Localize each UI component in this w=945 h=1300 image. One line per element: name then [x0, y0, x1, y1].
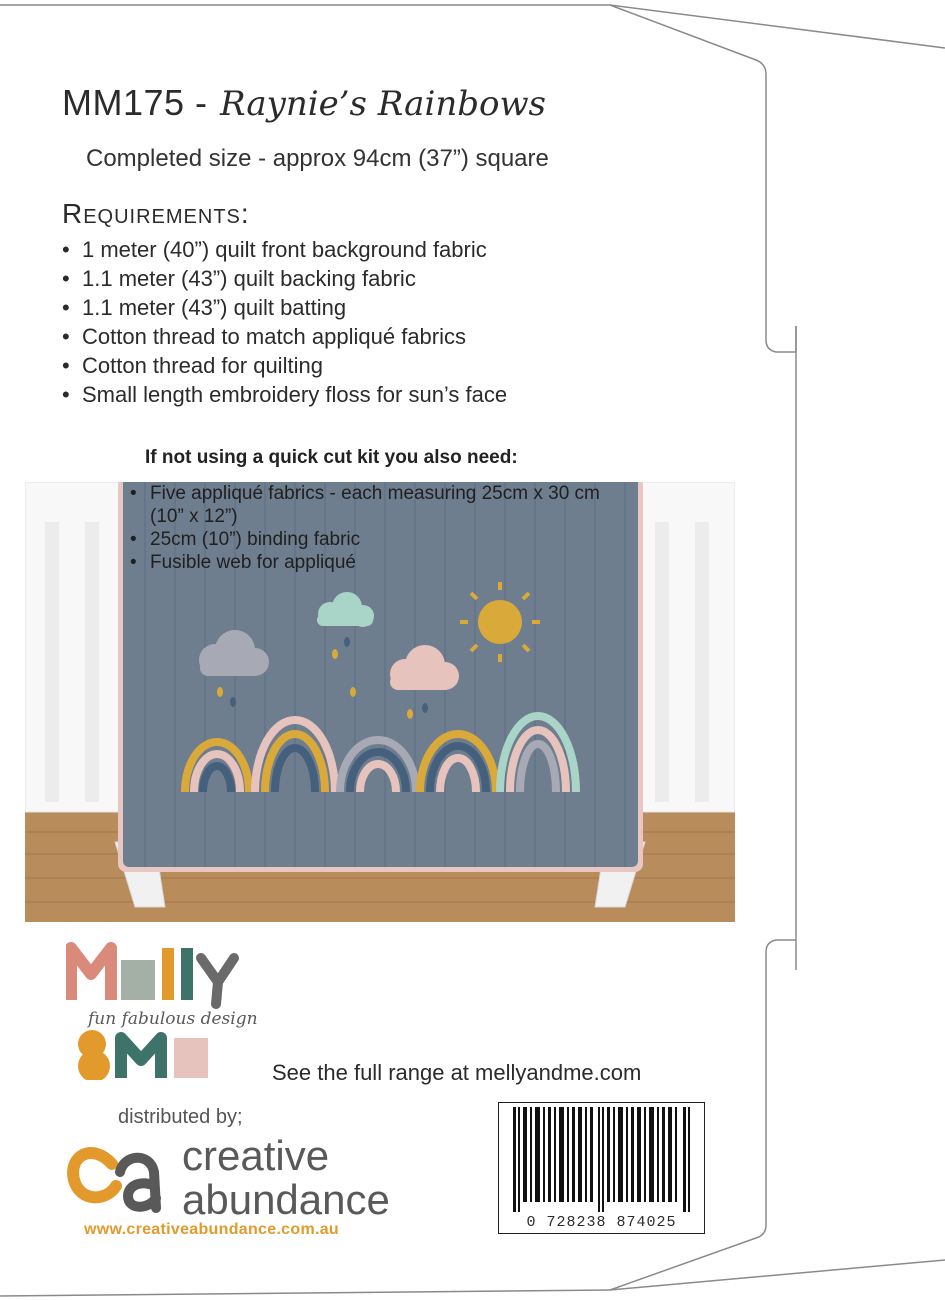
kit-list — [130, 482, 610, 574]
barcode-bars — [499, 1107, 704, 1212]
pattern-title — [62, 82, 546, 124]
ca-monogram-icon — [62, 1124, 182, 1219]
requirement-item: • 1 meter (40”) quilt front background fabric — [62, 235, 507, 264]
barcode-number: 0 728238 874025 — [526, 1214, 677, 1231]
kit-item: • 25cm (10”) binding fabric — [130, 528, 610, 551]
requirement-item: • Cotton thread to match appliqué fabrics — [62, 322, 507, 351]
distributor-name-line1: creative — [182, 1132, 330, 1179]
pattern-code: MM175 - — [62, 82, 208, 123]
requirement-item: • 1.1 meter (43”) quilt batting — [62, 293, 507, 322]
svg-text:fun fabulous design: fun fabulous design — [88, 1009, 258, 1029]
pattern-name: Raynie’s Rainbows — [219, 84, 547, 124]
kit-heading: If not using a quick cut kit you also need: — [145, 447, 518, 468]
distributor-block — [62, 1102, 482, 1242]
range-link[interactable]: See the full range at mellyandme.com — [272, 1060, 642, 1085]
barcode — [498, 1102, 705, 1234]
distributor-name-line2: abundance — [182, 1176, 390, 1223]
kit-item: • Fusible web for appliqué — [130, 551, 610, 574]
requirement-item: • 1.1 meter (43”) quilt backing fabric — [62, 264, 507, 293]
distributed-by-label: distributed by; — [118, 1106, 243, 1128]
completed-size: Completed size - approx 94cm (37”) square — [86, 145, 549, 172]
requirement-item: • Small length embroidery floss for sun’s face — [62, 380, 507, 409]
requirement-item: • Cotton thread for quilting — [62, 351, 507, 380]
requirements-heading: Requirements: — [62, 198, 250, 229]
melly-and-me-logo — [66, 940, 301, 1080]
requirements-list — [62, 235, 507, 409]
distributor-website[interactable]: www.creativeabundance.com.au — [84, 1221, 340, 1238]
kit-item: • Five appliqué fabrics - each measuring 25cm x 30 cm (10” x 12”) — [130, 482, 610, 528]
